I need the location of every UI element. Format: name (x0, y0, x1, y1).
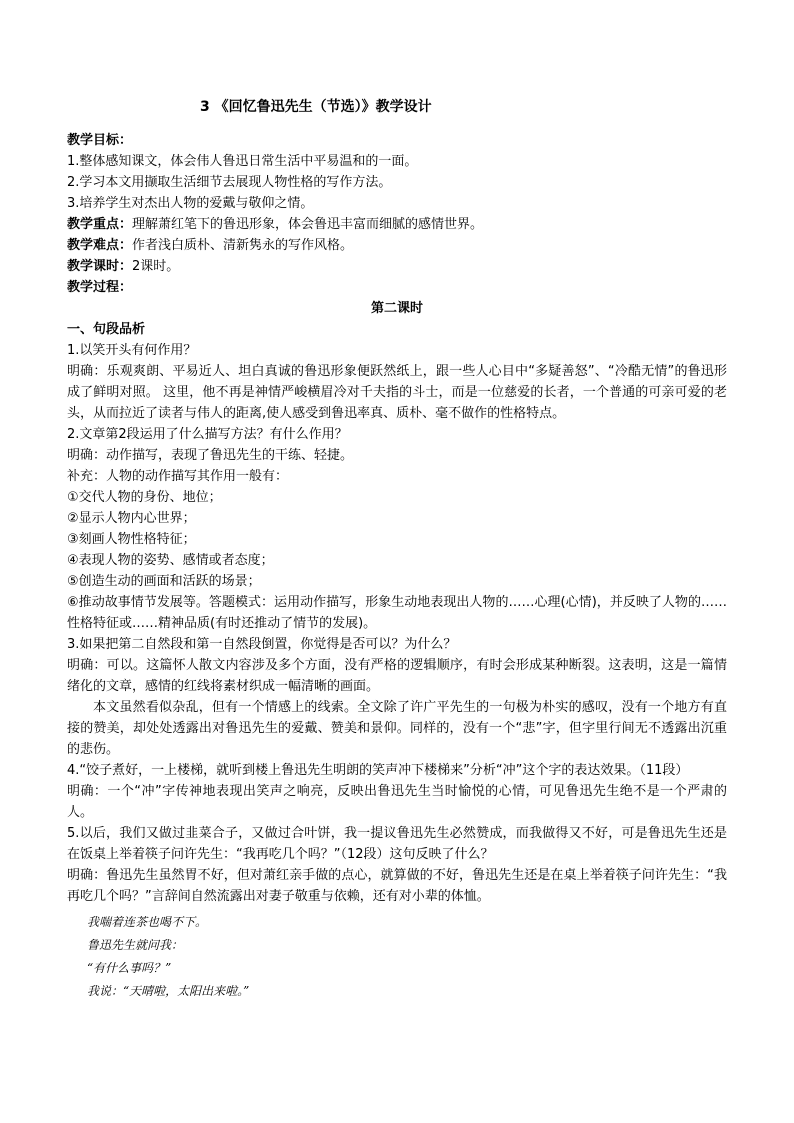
effect-item: ①交代人物的身份、地位； (67, 490, 222, 505)
answer-2: 明确：动作描写，表现了鲁迅先生的干练、轻捷。 (67, 448, 354, 463)
effect-item: ②显示人物内心世界； (67, 511, 196, 526)
quote-line: 鲁迅先生就问我： (87, 938, 184, 952)
hours (67, 256, 727, 277)
question-3: 3.如果把第二自然段和第一自然段倒置，你觉得是否可以？为什么？ (67, 637, 457, 652)
effect-item: ④表现人物的姿势、感情或者态度； (67, 553, 274, 568)
quote-line: 我说：“天晴啦，太阳出来啦。” (87, 984, 250, 998)
answer-3: 明确：可以。这篇怀人散文内容涉及多个方面，没有严格的逻辑顺序，有时会形成某种断裂。这表明，这是一篇情绪化的文章，感情的红线将素材织成一幅清晰的画面。 (67, 658, 727, 694)
hours-label: 教学课时： (67, 259, 133, 274)
key-point-text: 理解萧红笔下的鲁迅形象，体会鲁迅丰富而细腻的感情世界。 (132, 217, 484, 232)
answer-3-extra: 本文虽然看似杂乱，但有一个情感上的线索。全文除了许广平先生的一句极为朴实的感叹，没有一个地方有直接的赞美，却处处透露出对鲁迅先生的爱戴、赞美和景仰。同样的，没有一个“悲”字，但字里行间无不透露出沉重的悲伤。 (67, 700, 727, 757)
process-label: 教学过程： (67, 280, 133, 295)
effect-item: ⑤创造生动的画面和活跃的场景； (67, 574, 261, 589)
quote-line: “有什么事吗？” (87, 961, 172, 975)
quoted-excerpt (67, 911, 727, 1003)
page-title: 3 《回忆鲁迅先生（节选）》教学设计 (200, 99, 432, 115)
difficulty-label: 教学难点： (67, 238, 133, 253)
document-page (67, 96, 727, 1003)
difficulty (67, 235, 727, 256)
answer-1: 明确：乐观爽朗、平易近人、坦白真诚的鲁迅形象便跃然纸上，跟一些人心目中“多疑善怒”、“冷酷无情”的鲁迅形成了鲜明对照。 这里，他不再是神情严峻横眉冷对千夫指的斗士，而是一位慈爱的长者，一个普通的可亲可爱的老头，从而拉近了读者与伟人的距离,使人感受到鲁迅率真、质朴、毫不做作的性格特点。 (67, 364, 727, 421)
question-1: 1.以笑开头有何作用？ (67, 343, 197, 358)
hours-text: 2课时。 (132, 259, 180, 274)
supplement: 补充：人物的动作描写其作用一般有： (67, 469, 289, 484)
goal-item: 3.培养学生对杰出人物的爱戴与敬仰之情。 (67, 196, 314, 211)
goals-heading: 教学目标： (67, 133, 133, 148)
section-heading: 一、句段品析 (67, 322, 146, 337)
question-2: 2.文章第2段运用了什么描写方法？有什么作用？ (67, 427, 348, 442)
effect-item: ⑥推动故事情节发展等。答题模式：运用动作描写，形象生动地表现出人物的……心理(心情)，并反映了人物的……性格特征或……精神品质(有时还推动了情节的发展)。 (67, 595, 727, 631)
effect-item: ③刻画人物性格特征； (67, 532, 196, 547)
lesson-heading: 第二课时 (370, 301, 423, 316)
answer-5: 明确：鲁迅先生虽然胃不好，但对萧红亲手做的点心，就算做的不好，鲁迅先生还是在桌上举着筷子问许先生：“我再吃几个吗？”言辞间自然流露出对妻子敬重与依赖，还有对小辈的体恤。 (67, 868, 727, 904)
difficulty-text: 作者浅白质朴、清新隽永的写作风格。 (132, 238, 354, 253)
answer-4: 明确：一个“冲”字传神地表现出笑声之响亮，反映出鲁迅先生当时愉悦的心情，可见鲁迅先生绝不是一个严肃的人。 (67, 784, 727, 820)
key-point (67, 214, 727, 235)
goal-item: 1.整体感知课文，体会伟人鲁迅日常生活中平易温和的一面。 (67, 154, 418, 169)
goal-item: 2.学习本文用撷取生活细节去展现人物性格的写作方法。 (67, 175, 392, 190)
quote-line: 我喘着连茶也喝不下。 (87, 915, 208, 929)
question-4: 4.“饺子煮好，一上楼梯，就听到楼上鲁迅先生明朗的笑声冲下楼梯来”分析“冲”这个字的表达效果。（11段） (67, 763, 689, 778)
key-point-label: 教学重点： (67, 217, 133, 232)
question-5: 5.以后，我们又做过韭菜合子，又做过合叶饼，我一提议鲁迅先生必然赞成，而我做得又不好，可是鲁迅先生还是在饭桌上举着筷子问许先生：“我再吃几个吗？”（12段）这句反映了什么？ (67, 826, 727, 862)
